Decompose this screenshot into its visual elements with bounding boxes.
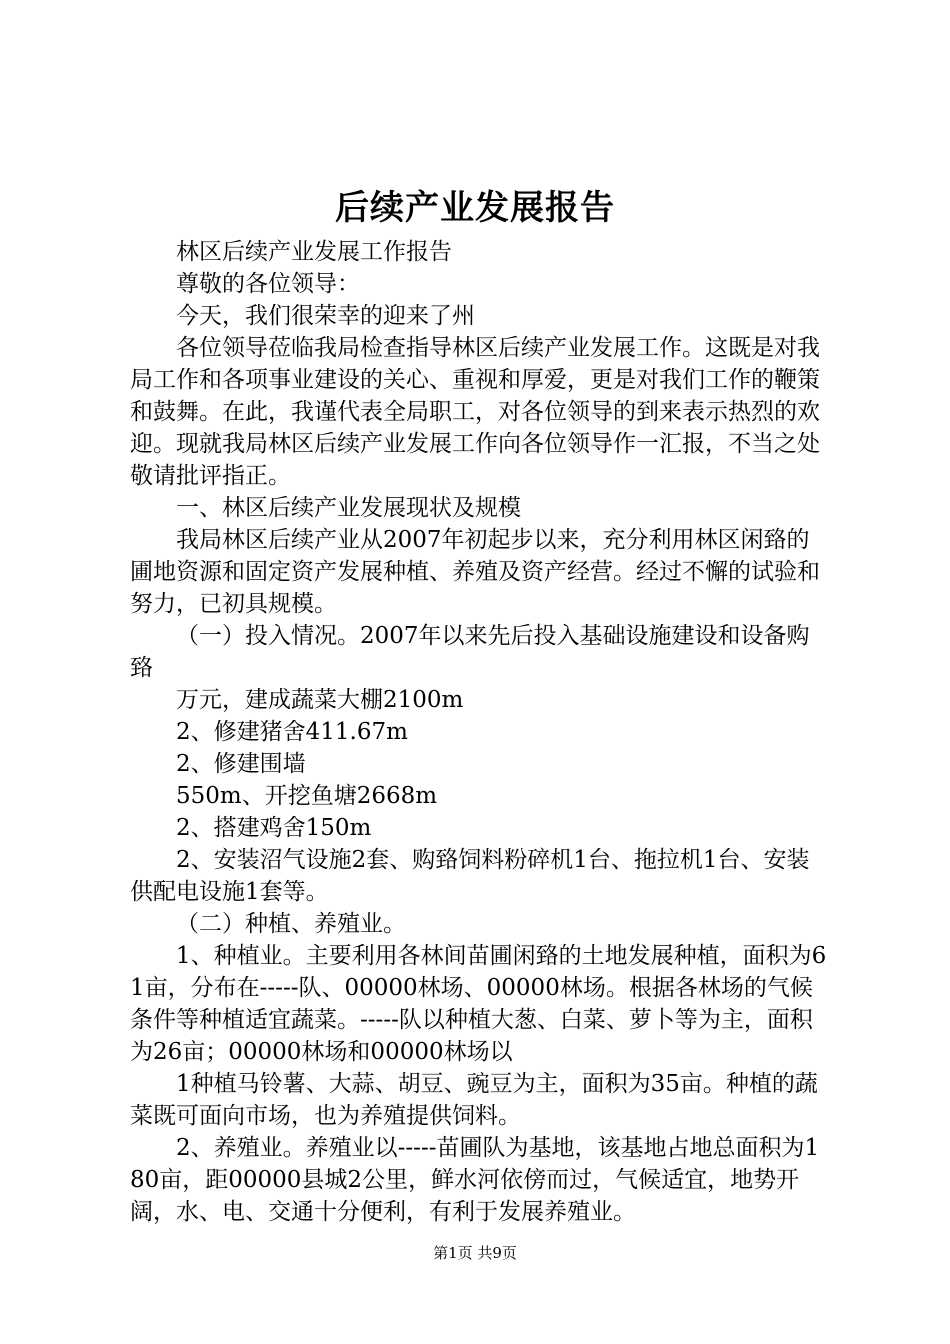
page-footer: 第1页 共9页 <box>433 1244 517 1262</box>
section-heading: （二）种植、养殖业。 <box>176 911 406 937</box>
paragraph: 各位领导莅临我局检查指导林区后续产业发展工作。这既是对我局工作和各项事业建设的关心、重视和厚爱，更是对我们工作的鞭策和鼓舞。在此，我谨代表全局职工，对各位领导的到来表示热烈的欢迎。现就我局林区后续产业发展工作向各位领导作一汇报，不当之处敬请批评指正。 <box>130 335 820 489</box>
paragraph: 2、修建围墙 <box>176 751 306 777</box>
paragraph: 2、搭建鸡舍150m <box>176 815 372 841</box>
paragraph: 1种植马铃薯、大蒜、胡豆、豌豆为主，面积为35亩。种植的蔬菜既可面向市场，也为养殖提供饲料。 <box>130 1071 818 1129</box>
paragraph: 今天，我们很荣幸的迎来了州 <box>176 303 475 329</box>
paragraph: 尊敬的各位领导： <box>176 271 360 297</box>
paragraph: 2、安装沼气设施2套、购臵饲料粉碎机1台、拖拉机1台、安装供配电设施1套等。 <box>130 847 810 905</box>
page-title: 后续产业发展报告 <box>335 188 615 228</box>
paragraph: 2、修建猪舍411.67m <box>176 719 408 745</box>
paragraph: 我局林区后续产业从2007年初起步以来，充分利用林区闲臵的圃地资源和固定资产发展种植、养殖及资产经营。经过不懈的试验和努力，已初具规模。 <box>130 527 820 617</box>
paragraph: 1、种植业。主要利用各林间苗圃闲臵的土地发展种植，面积为61亩，分布在-----队、00000林场、00000林场。根据各林场的气候条件等种植适宜蔬菜。-----队以种植大葱、白菜、萝卜等为主，面积为26亩；00000林场和00000林场以 <box>130 943 827 1065</box>
paragraph: 万元，建成蔬菜大棚2100m <box>176 687 464 713</box>
paragraph: 林区后续产业发展工作报告 <box>176 239 452 265</box>
section-heading: 一、林区后续产业发展现状及规模 <box>176 495 521 521</box>
document-body <box>130 236 830 1228</box>
paragraph: 550m、开挖鱼塘2668m <box>176 783 438 809</box>
paragraph: 2、养殖业。养殖业以-----苗圃队为基地，该基地占地总面积为180亩，距00000县城2公里，鲜水河依傍而过，气候适宜，地势开阔，水、电、交通十分便利，有利于发展养殖业。 <box>130 1135 820 1225</box>
paragraph: （一）投入情况。2007年以来先后投入基础设施建设和设备购臵 <box>130 623 810 681</box>
